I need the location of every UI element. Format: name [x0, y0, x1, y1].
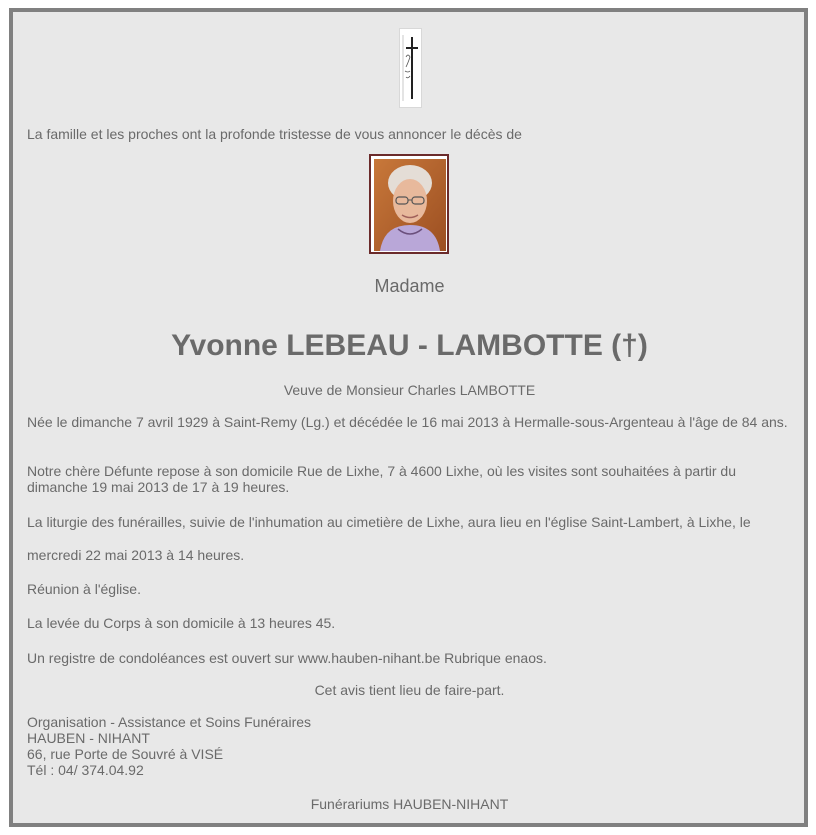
reunion-text: Réunion à l'église. — [27, 581, 141, 597]
birth-death-text: Née le dimanche 7 avril 1929 à Saint-Remy (Lg.) et décédée le 16 mai 2013 à Hermalle-sous-Argenteau à l'âge de 84 ans. — [27, 414, 788, 430]
honorific-title: Madame — [374, 276, 445, 296]
organisation-line: Organisation - Assistance et Soins Funéraires — [27, 714, 312, 730]
register-text: Un registre de condoléances est ouvert sur www.hauben-nihant.be Rubrique enaos. — [27, 650, 547, 666]
repose-text: Notre chère Défunte repose à son domicile Rue de Lixhe, 7 à 4600 Lixhe, où les visites sont souhaitées à partir du dimanche 19 mai 2013 de 17 à 19 heures. — [27, 463, 736, 495]
liturgy-text: La liturgie des funérailles, suivie de l'inhumation au cimetière de Lixhe, aura lieu en l'église Saint-Lambert, à Lixhe, le — [27, 514, 751, 530]
obituary-card — [9, 8, 808, 827]
deceased-photo — [369, 154, 449, 254]
organisation-name: HAUBEN - NIHANT — [27, 730, 150, 746]
organisation-phone: Tél : 04/ 374.04.92 — [27, 762, 144, 778]
deceased-name: Yvonne LEBEAU - LAMBOTTE (†) — [171, 329, 648, 362]
footer-text: Funérariums HAUBEN-NIHANT — [310, 796, 509, 812]
widow-line: Veuve de Monsieur Charles LAMBOTTE — [283, 382, 536, 398]
cross-icon — [399, 28, 422, 108]
organisation-address: 66, rue Porte de Souvré à VISÉ — [27, 746, 224, 762]
organisation-block — [27, 714, 792, 778]
levee-text: La levée du Corps à son domicile à 13 heures 45. — [27, 615, 336, 631]
intro-text: La famille et les proches ont la profonde tristesse de vous annoncer le décès de — [27, 126, 522, 142]
faire-part-text: Cet avis tient lieu de faire-part. — [314, 682, 505, 698]
liturgy-date: mercredi 22 mai 2013 à 14 heures. — [27, 547, 245, 563]
